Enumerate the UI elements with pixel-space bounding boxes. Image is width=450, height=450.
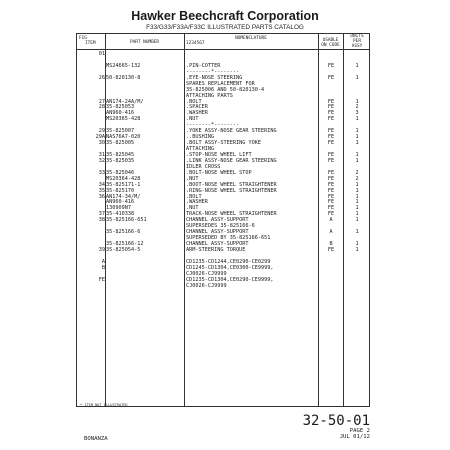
nomenclature-cell: .BOLT ASSY-STEERING YOKE (186, 140, 261, 147)
units-cell: 1 (355, 217, 359, 224)
fig-item-cell: 34 (98, 181, 105, 188)
units-cell: 1 (355, 246, 359, 253)
fig-item-header (77, 36, 105, 46)
nomenclature-cell: SUPERSEDED BY 35-825166-651 (186, 235, 271, 242)
usable-code-cell: A (329, 217, 333, 224)
fig-item-cell: B (101, 264, 105, 271)
usable-code-cell: FE (327, 181, 335, 188)
units-cell: 2 (355, 104, 359, 111)
fig-item-cell: 33 (98, 169, 105, 176)
usable-on-code-header (318, 38, 343, 48)
usable-code-cell: FE (327, 74, 335, 81)
part-number-cell: 35-825053 (106, 104, 135, 111)
part-number-cell: AN174-34/M/ (106, 193, 141, 200)
nomenclature-cell: CHANNEL ASSY-SUPPORT (186, 241, 249, 247)
nomenclature-cell: --------*-------- (186, 68, 240, 75)
units-cell: 1 (355, 205, 359, 212)
fig-item-cell: 31 (98, 151, 105, 158)
on-code-header-label: ON CODE (321, 43, 340, 48)
part-number-cell: 35-825171-1 (106, 181, 141, 188)
usable-code-cell: FE (327, 104, 335, 111)
usable-code-cell: FE (327, 110, 335, 117)
nomenclature-cell: .WASHER (186, 199, 208, 206)
units-cell: 1 (355, 241, 359, 247)
units-cell: 1 (355, 229, 359, 236)
units-cell: 1 (355, 199, 359, 206)
part-number-cell: 35-825035 (106, 157, 135, 164)
units-cell: 1 (355, 74, 359, 81)
nomenclature-cell: CHANNEL ASSY-SUPPORT (186, 229, 249, 236)
fig-item-cell: 26 (98, 74, 105, 81)
nomenclature-cell: .STOP-NOSE WHEEL LIFT (186, 151, 252, 158)
nomenclature-cell: CJ0026-CJ9999 (186, 282, 227, 289)
part-number-cell: 35-825166-651 (106, 217, 147, 224)
part-number-cell: MS24665-132 (106, 62, 141, 69)
nomenclature-cell: .LINK ASSY-NOSE GEAR STEERING (186, 157, 277, 164)
usable-code-cell: FE (327, 98, 335, 105)
parts-rows (77, 52, 371, 290)
nomenclature-cell: .BOLT-NOSE WHEEL STOP (186, 169, 252, 176)
nomenclature-cell: .BOLT (186, 98, 202, 105)
usable-code-cell: B (329, 241, 333, 247)
nomenclature-cell: CHANNEL ASSY-SUPPORT (186, 217, 249, 224)
nomenclature-cell: .YOKE ASSY-NOSE GEAR STEERING (186, 128, 277, 135)
nomenclature-cell: CD1245-CD1304,CE0300-CE9999, (186, 264, 274, 271)
part-number-cell: NAS76A7-020 (106, 134, 141, 141)
units-per-assy-header (343, 34, 371, 49)
usable-code-cell: FE (327, 151, 335, 158)
usable-code-cell: FE (327, 169, 335, 176)
assy-header-label: ASSY (351, 44, 363, 49)
nomenclature-cell: ATTACHING (186, 146, 215, 152)
nomenclature-cell: .BOLT (186, 193, 202, 200)
units-cell: 1 (355, 116, 359, 123)
part-number-cell: 35-825046 (106, 169, 135, 176)
usable-code-cell: FE (327, 175, 335, 182)
nomenclature-cell: CD1235-CD1244,CE0290-CE0299 (186, 258, 271, 265)
fig-item-cell: 27 (98, 98, 105, 105)
chapter-number: 32-50-01 (302, 413, 370, 429)
part-number-cell: 35-825170 (106, 187, 135, 194)
usable-header-label: USABLE (322, 38, 339, 43)
fig-item-cell: 01 (98, 51, 105, 57)
nomenclature-header (184, 36, 318, 46)
units-header-label: UNITS (350, 34, 364, 39)
item-header-label: ITEM (85, 41, 96, 46)
usable-code-cell: FE (327, 211, 335, 218)
nomenclature-ruler: 1234567 (186, 41, 205, 46)
usable-code-cell: FE (327, 62, 335, 69)
units-cell: 1 (355, 193, 359, 200)
part-number-cell: AN174-24A/M/ (106, 98, 144, 105)
part-number-cell: AN960-416 (106, 110, 135, 117)
units-cell: 1 (355, 187, 359, 194)
part-number-cell: 35-825166-12 (106, 241, 144, 247)
fig-header-label: FIG (79, 36, 87, 41)
fig-item-cell: 36 (98, 193, 105, 200)
revision-date: JUL 01/12 (339, 434, 370, 441)
per-header-label: PER (353, 39, 361, 44)
part-number-cell: MS20365-428 (106, 116, 141, 123)
nomenclature-cell: TRACK-NOSE WHEEL STRAIGHTENER (186, 211, 277, 218)
part-number-cell: 35-825054-5 (106, 246, 141, 253)
part-number-cell: 35-825007 (106, 128, 135, 135)
usable-code-cell: FE (327, 246, 335, 253)
model-name: BONANZA (84, 436, 108, 442)
units-cell: 2 (355, 169, 359, 176)
usable-code-cell: FE (327, 205, 335, 212)
units-cell: 2 (355, 175, 359, 182)
fig-item-cell: 32 (98, 157, 105, 164)
part-number-cell: 35-825045 (106, 151, 135, 158)
usable-code-cell: FE (327, 140, 335, 147)
fig-item-cell: 29 (98, 128, 105, 135)
parts-table (76, 33, 370, 407)
nomenclature-cell: .EYE-NOSE STEERING (186, 74, 243, 81)
nomenclature-cell: .NUT (186, 175, 199, 182)
footnote: * ITEM NOT ILLUSTRATED (80, 403, 128, 407)
usable-code-cell: FE (327, 128, 335, 135)
nomenclature-header-label: NOMENCLATURE (235, 36, 267, 41)
part-number-cell: 130909N7 (106, 205, 131, 212)
units-cell: 1 (355, 181, 359, 188)
units-cell: 1 (355, 140, 359, 147)
nomenclature-cell: .NUT (186, 116, 199, 123)
part-number-cell: MS20364-428 (106, 175, 141, 182)
fig-item-cell: 37 (98, 211, 105, 218)
nomenclature-cell: ATTACHING PARTS (186, 92, 233, 99)
part-number-cell: 35-825166-6 (106, 229, 141, 236)
usable-code-cell: FE (327, 199, 335, 206)
nomenclature-cell: CD1235-CD1304,CE0290-CE9999, (186, 276, 274, 283)
units-cell: 3 (355, 110, 359, 117)
units-cell: 1 (355, 98, 359, 105)
table-row (77, 284, 371, 290)
units-cell: 1 (355, 128, 359, 135)
fig-item-cell: 30 (98, 140, 105, 147)
header-divider (77, 49, 369, 50)
nomenclature-cell: SUPERSEDES 35-825166-6 (186, 223, 255, 230)
usable-code-cell: A (329, 229, 333, 236)
fig-item-cell: FE (98, 276, 105, 283)
fig-item-cell: 29A (95, 134, 105, 141)
nomenclature-cell: 35-825006 AND 50-820130-4 (186, 86, 265, 93)
nomenclature-cell: ARM-STEERING TORQUE (186, 246, 246, 253)
page-number: PAGE 2 (349, 428, 370, 434)
nomenclature-cell: --------*-------- (186, 122, 240, 129)
usable-code-cell: FE (327, 134, 335, 141)
part-number-cell: AN960-416 (106, 199, 135, 206)
nomenclature-cell: .RING-NOSE WHEEL STRAIGHTENER (186, 187, 277, 194)
units-cell: 1 (355, 62, 359, 69)
nomenclature-cell: .BOOT-NOSE WHEEL STRAIGHTENER (186, 181, 277, 188)
part-number-header: PART NUMBER (129, 40, 160, 45)
nomenclature-cell: .PIN-COTTER (186, 62, 221, 69)
nomenclature-cell: IDLER CROSS (186, 163, 221, 170)
fig-item-cell: 39 (98, 246, 105, 253)
usable-code-cell: FE (327, 116, 335, 123)
units-cell: 1 (355, 134, 359, 141)
company-title: Hawker Beechcraft Corporation (131, 9, 319, 23)
fig-item-cell: A (101, 258, 105, 265)
units-cell: 1 (355, 211, 359, 218)
fig-item-cell: 38 (98, 217, 105, 224)
part-number-cell: 50-820130-8 (106, 74, 141, 81)
usable-code-cell: FE (327, 193, 335, 200)
units-cell: 1 (355, 157, 359, 164)
part-number-cell: 35-825005 (106, 140, 135, 147)
units-cell: 1 (355, 151, 359, 158)
nomenclature-cell: .WASHER (186, 110, 208, 117)
usable-code-cell: FE (327, 187, 335, 194)
usable-code-cell: FE (327, 157, 335, 164)
nomenclature-cell: .NUT (186, 205, 199, 212)
fig-item-cell: 28 (98, 104, 105, 111)
fig-item-cell: 35 (98, 187, 105, 194)
page-info (340, 428, 370, 440)
nomenclature-cell: .SPACER (186, 104, 208, 111)
nomenclature-cell: ..BUSHING (186, 134, 215, 141)
catalog-subtitle: F33/G33/F33A/F33C ILLUSTRATED PARTS CATALOG (146, 24, 304, 31)
nomenclature-cell: CJ0026-CJ9999 (186, 270, 227, 277)
part-number-cell: 35-410338 (106, 211, 135, 218)
nomenclature-cell: SPARES REPLACEMENT FOR (186, 80, 255, 87)
